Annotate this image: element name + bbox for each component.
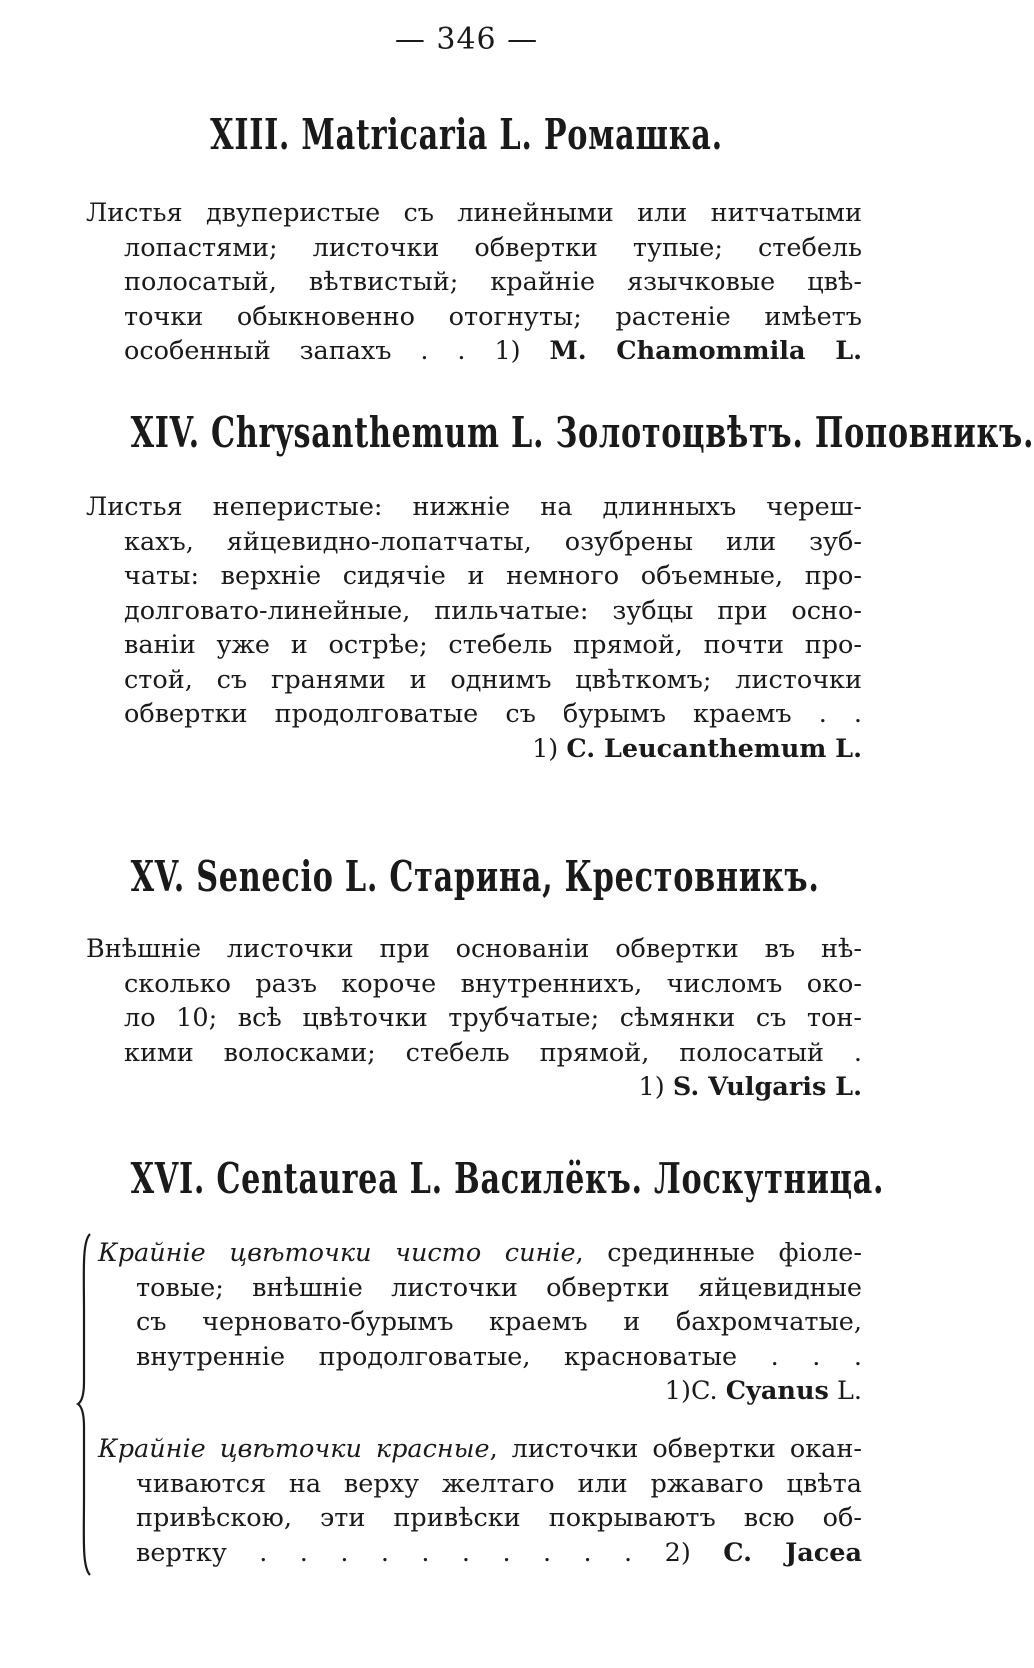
text-line-last [86, 334, 862, 369]
italic-lead: Крайніе цвѣточки чисто синіе [98, 1238, 576, 1268]
species-number: 1) [638, 1072, 665, 1102]
text-line: обвертки продолговатые съ бурымъ краемъ . . [124, 699, 862, 729]
species-number: 1) [532, 733, 559, 764]
text-line: Листья двуперистые съ линейными или нитчатыми [86, 198, 862, 228]
species-line [98, 1374, 862, 1409]
species-name: S. Vulgaris L. [672, 1072, 862, 1102]
species-prefix: C. [690, 1376, 726, 1406]
species-author: L. [828, 1376, 862, 1406]
section-heading-matricaria: XIII. Matricaria L. Ромашка. [210, 110, 723, 159]
line-text: особенный запахъ . . 1) [124, 336, 521, 366]
text-line: Листья неперистые: нижніе на длинныхъ череш- [86, 492, 862, 522]
text-line: стой, съ гранями и однимъ цвѣткомъ; листочки [124, 664, 862, 695]
text-line: ваніи уже и острѣе; стебель прямой, почти про- [124, 630, 862, 660]
section-heading-chrysanthemum: XIV. Chrysanthemum L. Золотоцвѣтъ. Поповникъ. [130, 408, 1034, 457]
text-line: кими волосками; стебель прямой, полосатый . [124, 1037, 862, 1068]
species-line [86, 1070, 862, 1105]
text-line-last [98, 1536, 862, 1571]
section-heading-senecio: XV. Senecio L. Старина, Крестовникъ. [130, 852, 820, 901]
species-line [86, 732, 862, 767]
species-number: 1) [664, 1376, 691, 1406]
page-number: — 346 — [394, 22, 539, 57]
text-line [98, 1432, 862, 1467]
text-line: полосатый, вѣтвистый; крайніе язычковые цвѣ- [124, 267, 862, 297]
italic-lead: Крайніе цвѣточки красные [98, 1434, 490, 1464]
text-line: чиваются на верху желтаго или ржаваго цвѣта [136, 1468, 862, 1499]
key-entry-cyanus [98, 1236, 862, 1409]
text-line: долговато-линейные, пильчатые: зубцы при осно- [124, 595, 862, 626]
species-name: C. Leucanthemum L. [566, 733, 862, 764]
curly-brace-icon [76, 1232, 92, 1577]
paragraph-chrysanthemum [86, 490, 862, 766]
text-line [98, 1236, 862, 1271]
text-line: кахъ, яйцевидно-лопатчаты, озубрены или зуб- [124, 526, 862, 557]
species-name: Cyanus [725, 1376, 829, 1406]
paragraph-matricaria [86, 196, 862, 369]
text-line: точки обыкновенно отогнуты; растеніе имѣетъ [124, 301, 862, 332]
species-name: M. Chamommila L. [549, 336, 862, 366]
text-line: Внѣшніе листочки при основаніи обвертки въ нѣ- [86, 934, 862, 964]
text-line: сколько разъ короче внутреннихъ, числомъ око- [124, 968, 862, 999]
key-entry-jacea [98, 1432, 862, 1570]
text-line: товые; внѣшніе листочки обвертки яйцевидные [136, 1272, 862, 1303]
line-text: , листочки обвертки окан- [489, 1434, 862, 1464]
text-line: ло 10; всѣ цвѣточки трубчатые; сѣмянки съ тон- [124, 1003, 862, 1033]
line-text: , срединные фіоле- [575, 1238, 862, 1268]
text-line: внутренніе продолговатые, красноватые . . . [136, 1341, 862, 1372]
line-text: вертку . . . . . . . . . . 2) [136, 1537, 691, 1568]
section-heading-centaurea: XVI. Centaurea L. Василёкъ. Лоскутница. [130, 1154, 885, 1203]
text-line: привѣскою, эти привѣски покрываютъ всю об- [136, 1503, 862, 1533]
paragraph-senecio [86, 932, 862, 1105]
text-line: лопастями; листочки обвертки тупые; стебель [124, 232, 862, 263]
text-line: чаты: верхніе сидячіе и немного объемные, про- [124, 561, 862, 591]
species-name: C. Jacea [723, 1537, 863, 1568]
text-line: съ черновато-бурымъ краемъ и бахромчатые, [136, 1307, 862, 1337]
